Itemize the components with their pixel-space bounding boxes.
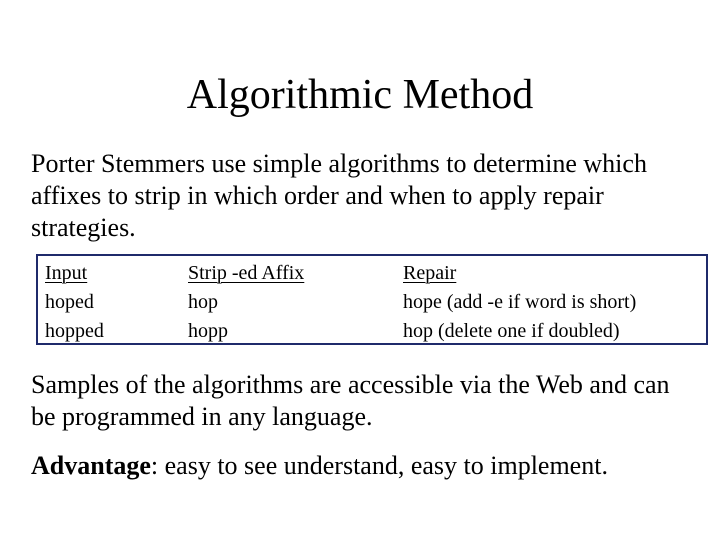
- advantage-label: Advantage: [31, 451, 151, 480]
- table-cell-strip: hop: [188, 291, 218, 313]
- column-input: [45, 259, 183, 346]
- column-header-input: Input: [45, 262, 88, 284]
- advantage-line: [31, 450, 711, 482]
- column-header-repair: Repair: [403, 262, 457, 284]
- table-cell-repair: hope (add -e if word is short): [403, 291, 637, 313]
- column-repair: [403, 259, 636, 346]
- stemming-example-table: [36, 254, 708, 345]
- table-cell-repair: hop (delete one if doubled): [403, 320, 620, 342]
- column-header-strip-affix: Strip -ed Affix: [188, 262, 305, 284]
- table-cell-strip: hopp: [188, 320, 228, 342]
- column-strip-affix: [188, 259, 398, 346]
- table-cell-input: hoped: [45, 291, 94, 313]
- intro-paragraph: Porter Stemmers use simple algorithms to determine which affixes to strip in which order and when to apply repair strategies.: [31, 149, 647, 242]
- advantage-text: : easy to see understand, easy to implement.: [150, 451, 608, 480]
- samples-paragraph: Samples of the algorithms are accessible via the Web and can be programmed in any language.: [31, 370, 670, 431]
- slide-title: Algorithmic Method: [186, 72, 534, 118]
- table-cell-input: hopped: [45, 320, 104, 342]
